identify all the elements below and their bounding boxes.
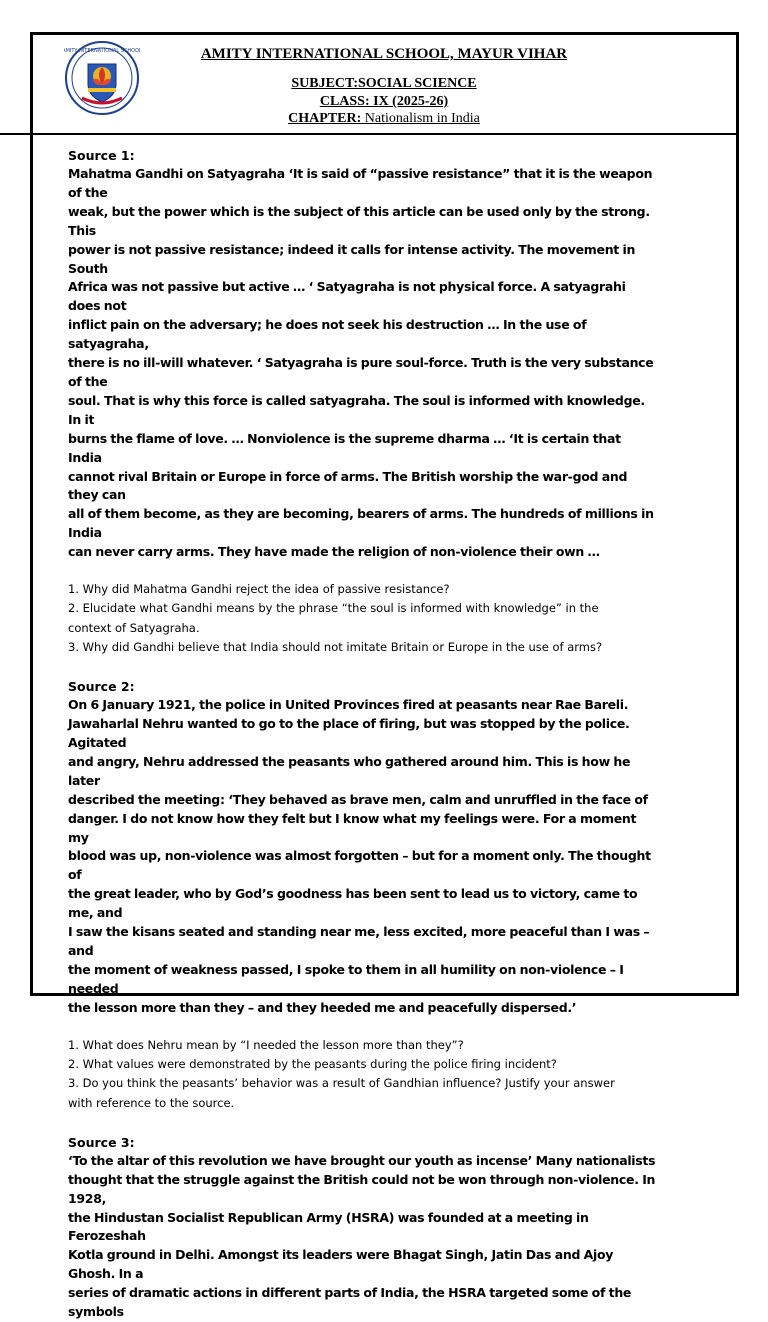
question-line: 2. Elucidate what Gandhi means by the phrase “the soul is informed with knowledge” in the bbox=[68, 601, 599, 616]
source-text-line: Jawaharlal Nehru wanted to go to the place of firing, but was stopped by the police. Agitated bbox=[68, 716, 630, 751]
source-text-line: the Hindustan Socialist Republican Army (HSRA) was founded at a meeting in Ferozeshah bbox=[68, 1209, 589, 1244]
question-line: 1. Why did Mahatma Gandhi reject the idea of passive resistance? bbox=[68, 582, 450, 597]
class-title: CLASS: IX (2025-26) bbox=[319, 94, 449, 109]
subject-title: SUBJECT:SOCIAL SCIENCE bbox=[291, 76, 477, 91]
source-text-line: blood was up, non-violence was almost forgotten – but for a moment only. The thought of bbox=[68, 848, 651, 883]
source-text-line: On 6 January 1921, the police in United Provinces fired at peasants near Rae Bareli. bbox=[68, 697, 629, 713]
source-text-line: Africa was not passive but active … ‘ Satyagraha is not physical force. A satyagrahi does not bbox=[68, 279, 626, 314]
source-text-line: described the meeting: ‘They behaved as brave men, calm and unruffled in the face of bbox=[68, 791, 648, 807]
source-text-line: I saw the kisans seated and standing near me, less excited, more peaceful than I was – and bbox=[68, 924, 650, 958]
source-text-line: inflict pain on the adversary; he does not seek his destruction … In the use of satyagraha, bbox=[68, 317, 587, 352]
source-title: Source 2: bbox=[68, 679, 135, 695]
source-text-line: ‘To the altar of this revolution we have brought our youth as incense’ Many nationalists bbox=[68, 1152, 656, 1168]
question-line: 2. What values were demonstrated by the peasants during the police firing incident? bbox=[68, 1056, 557, 1071]
worksheet-content bbox=[68, 146, 658, 1322]
question-line: 1. What does Nehru mean by “I needed the lesson more than they”? bbox=[68, 1037, 464, 1052]
source-title: Source 1: bbox=[68, 148, 135, 163]
chapter-label: CHAPTER: bbox=[288, 111, 362, 126]
source-text-line: the moment of weakness passed, I spoke to them in all humility on non-violence – I needed bbox=[68, 961, 624, 996]
chapter-value: Nationalism in India bbox=[361, 111, 480, 126]
source-text-line: weak, but the power which is the subject of this article can be used only by the strong. This bbox=[68, 203, 650, 238]
source-title: Source 3: bbox=[68, 1134, 135, 1150]
source-text-line: soul. That is why this force is called satyagraha. The soul is informed with knowledge. In it bbox=[68, 392, 645, 427]
question-line: with reference to the source. bbox=[68, 1095, 235, 1110]
source-text-line: danger. I do not know how they felt but I know what my feelings were. For a moment my bbox=[68, 810, 637, 845]
question-line: 3. Why did Gandhi believe that India should not imitate Britain or Europe in the use of arms? bbox=[68, 639, 603, 654]
source-text-line: Kotla ground in Delhi. Amongst its leaders were Bhagat Singh, Jatin Das and Ajoy Ghosh. In a bbox=[68, 1247, 614, 1282]
source-text-line: cannot rival Britain or Europe in force of arms. The British worship the war-god and they can bbox=[68, 468, 628, 503]
source-text-line: series of dramatic actions in different parts of India, the HSRA targeted some of the symbols bbox=[68, 1285, 632, 1320]
question-line: 3. Do you think the peasants’ behavior was a result of Gandhian influence? Justify your answer bbox=[68, 1076, 615, 1091]
school-name: AMITY INTERNATIONAL SCHOOL, MAYUR VIHAR bbox=[200, 46, 568, 62]
header-divider bbox=[0, 133, 738, 135]
source-text-line: thought that the struggle against the British could not be won through non-violence. In 1928, bbox=[68, 1171, 656, 1206]
source-text-line: there is no ill-will whatever. ‘ Satyagraha is pure soul-force. Truth is the very substance of the bbox=[68, 355, 654, 389]
source-text-line: the lesson more than they – and they heeded me and peacefully dispersed.’ bbox=[68, 999, 577, 1015]
question-line: context of Satyagraha. bbox=[68, 620, 200, 635]
source-text-line: and angry, Nehru addressed the peasants who gathered around him. This is how he later bbox=[68, 753, 631, 788]
svg-text:AMITY INTERNATIONAL SCHOOL: AMITY INTERNATIONAL SCHOOL bbox=[64, 48, 140, 54]
source-text-line: all of them become, as they are becoming, bearers of arms. The hundreds of millions in India bbox=[68, 506, 654, 541]
source-text-line: power is not passive resistance; indeed it calls for intense activity. The movement in South bbox=[68, 241, 636, 276]
source-text-line: Mahatma Gandhi on Satyagraha ‘It is said of “passive resistance” that it is the weapon of the bbox=[68, 166, 653, 200]
source-text-line: burns the flame of love. … Nonviolence is the supreme dharma … ‘It is certain that India bbox=[68, 430, 621, 465]
school-logo bbox=[64, 40, 140, 116]
chapter-title bbox=[150, 111, 618, 127]
source-text-line: the great leader, who by God’s goodness has been sent to lead us to victory, came to me, and bbox=[68, 886, 638, 921]
source-text-line: can never carry arms. They have made the religion of non-violence their own … bbox=[68, 544, 600, 560]
